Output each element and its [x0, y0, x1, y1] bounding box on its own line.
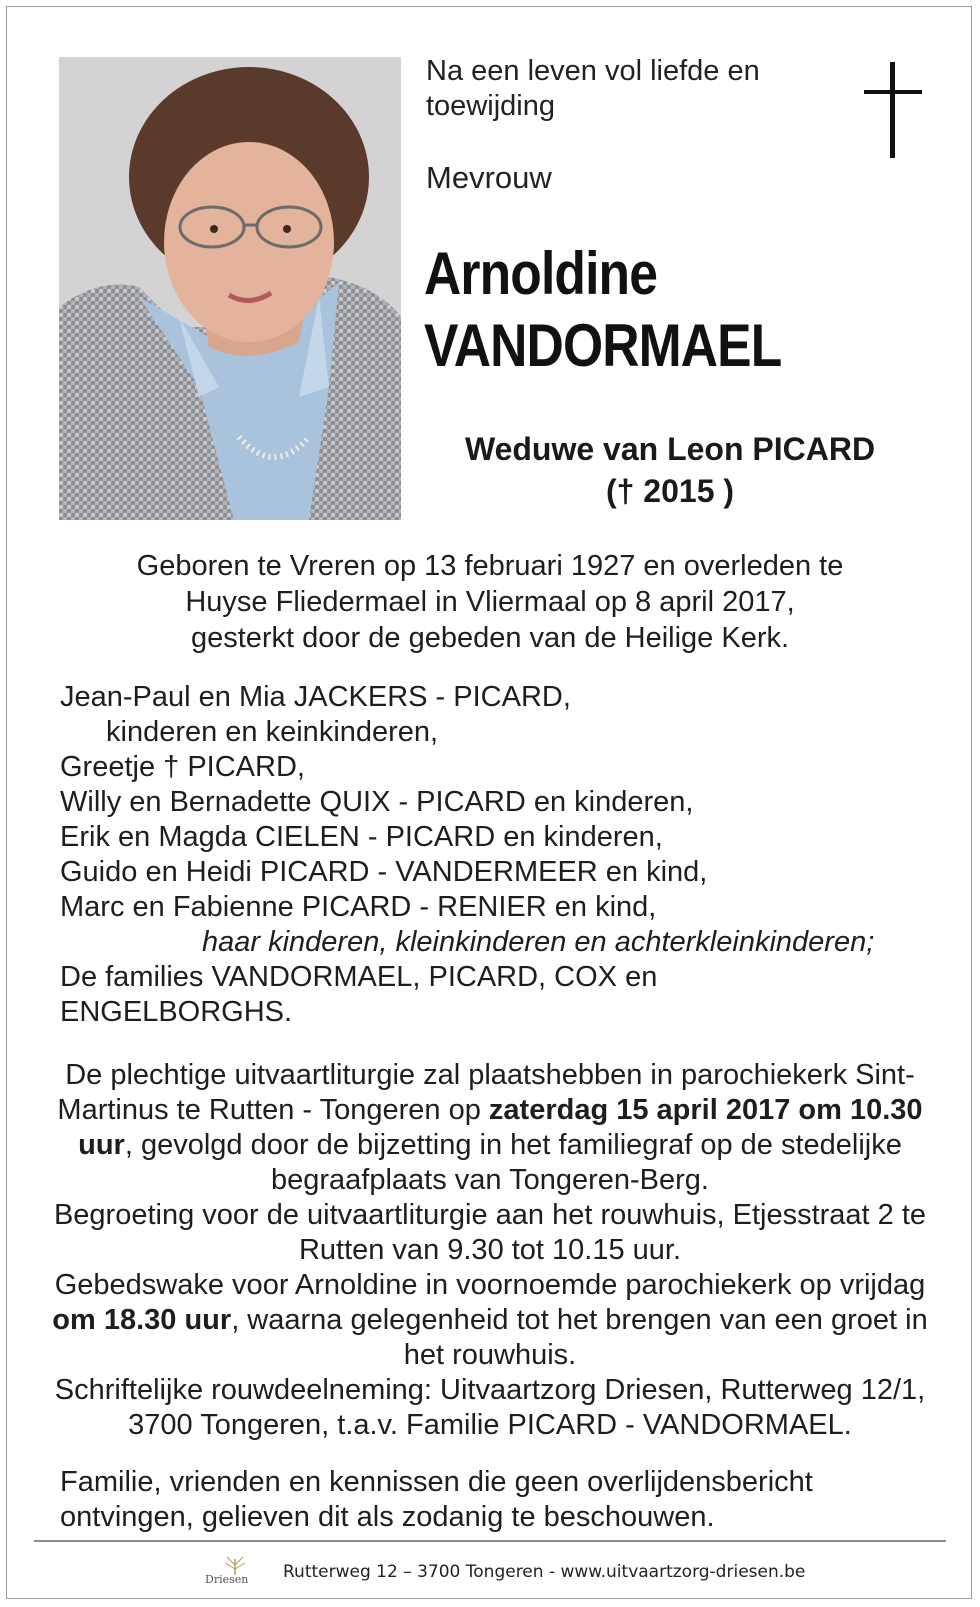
intro-line-1: Na een leven vol liefde en [426, 55, 760, 87]
spouse-line-2: († 2015 ) [605, 473, 735, 509]
intro-line-2: toewijding [426, 90, 555, 122]
family-line: haar kinderen, kleinkinderen en achterkleinkinderen; [202, 926, 875, 958]
salutation: Mevrouw [426, 160, 552, 195]
family-line: kinderen en keinkinderen, [106, 716, 439, 748]
vigil-text: Gebedswake voor Arnoldine in voornoemde parochiekerk op vrijdag [54, 1269, 926, 1301]
tree-icon [205, 1555, 265, 1575]
portrait-photo [59, 57, 401, 520]
spouse-line-1: Weduwe van Leon PICARD [464, 431, 876, 467]
footer-address: Rutterweg 12 – 3700 Tongeren - www.uitvaartzorg-driesen.be [283, 1562, 806, 1582]
footer-divider [34, 1540, 946, 1542]
last-name: VANDORMAEL [424, 312, 782, 379]
family-line: Willy en Bernadette QUIX - PICARD en kinderen, [60, 786, 694, 818]
portrait-illustration [59, 57, 401, 520]
service-text: De plechtige uitvaartliturgie zal plaatshebben in parochiekerk Sint-Martinus te Rutten - Tongeren op [57, 1059, 915, 1126]
deceased-name [424, 238, 781, 382]
birth-line: gesterkt door de gebeden van de Heilige Kerk. [190, 622, 790, 654]
family-line: Greetje † PICARD, [60, 751, 305, 783]
funeral-home-logo [205, 1555, 265, 1589]
birth-line: Huyse Fliedermael in Vliermaal op 8 april 2017, [185, 586, 795, 618]
family-line: Jean-Paul en Mia JACKERS - PICARD, [60, 681, 571, 713]
greeting-paragraph: Begroeting voor de uitvaartliturgie aan het rouwhuis, Etjesstraat 2 te Rutten van 9.30 tot 10.15 uur. [53, 1199, 927, 1266]
birth-death-text [60, 548, 920, 656]
condolence-paragraph: Schriftelijke rouwdeelneming: Uitvaartzorg Driesen, Rutterweg 12/1, 3700 Tongeren, t.a.v. Familie PICARD - VANDORMAEL. [54, 1374, 926, 1441]
service-text: , gevolgd door de bijzetting in het familiegraf op de stedelijke begraafplaats van Tongeren-Berg. [124, 1129, 902, 1196]
service-date: zaterdag 15 april 2017 om 10.30 uur [78, 1094, 923, 1161]
intro-text [426, 54, 826, 124]
logo-text: Driesen [205, 1573, 249, 1586]
service-paragraph [40, 1058, 940, 1198]
vigil-text: , waarna gelegenheid tot het brengen van een groet in het rouwhuis. [231, 1304, 928, 1371]
service-info [40, 1058, 940, 1443]
first-name: Arnoldine [424, 240, 658, 307]
spouse-info [420, 428, 920, 512]
closing-text: Familie, vrienden en kennissen die geen overlijdensbericht ontvingen, gelieven dit als zodanig te beschouwen. [60, 1466, 813, 1533]
vigil-paragraph [40, 1268, 940, 1373]
family-line: ENGELBORGHS. [60, 996, 293, 1028]
family-line: De families VANDORMAEL, PICARD, COX en [60, 961, 658, 993]
cross-icon [864, 62, 922, 158]
family-line: Erik en Magda CIELEN - PICARD en kinderen, [60, 821, 663, 853]
family-line: Marc en Fabienne PICARD - RENIER en kind, [60, 891, 657, 923]
family-list [60, 680, 940, 1030]
birth-line: Geboren te Vreren op 13 februari 1927 en overleden te [136, 550, 844, 582]
footer [205, 1552, 805, 1592]
family-line: Guido en Heidi PICARD - VANDERMEER en kind, [60, 856, 708, 888]
vigil-time: om 18.30 uur [52, 1304, 232, 1336]
